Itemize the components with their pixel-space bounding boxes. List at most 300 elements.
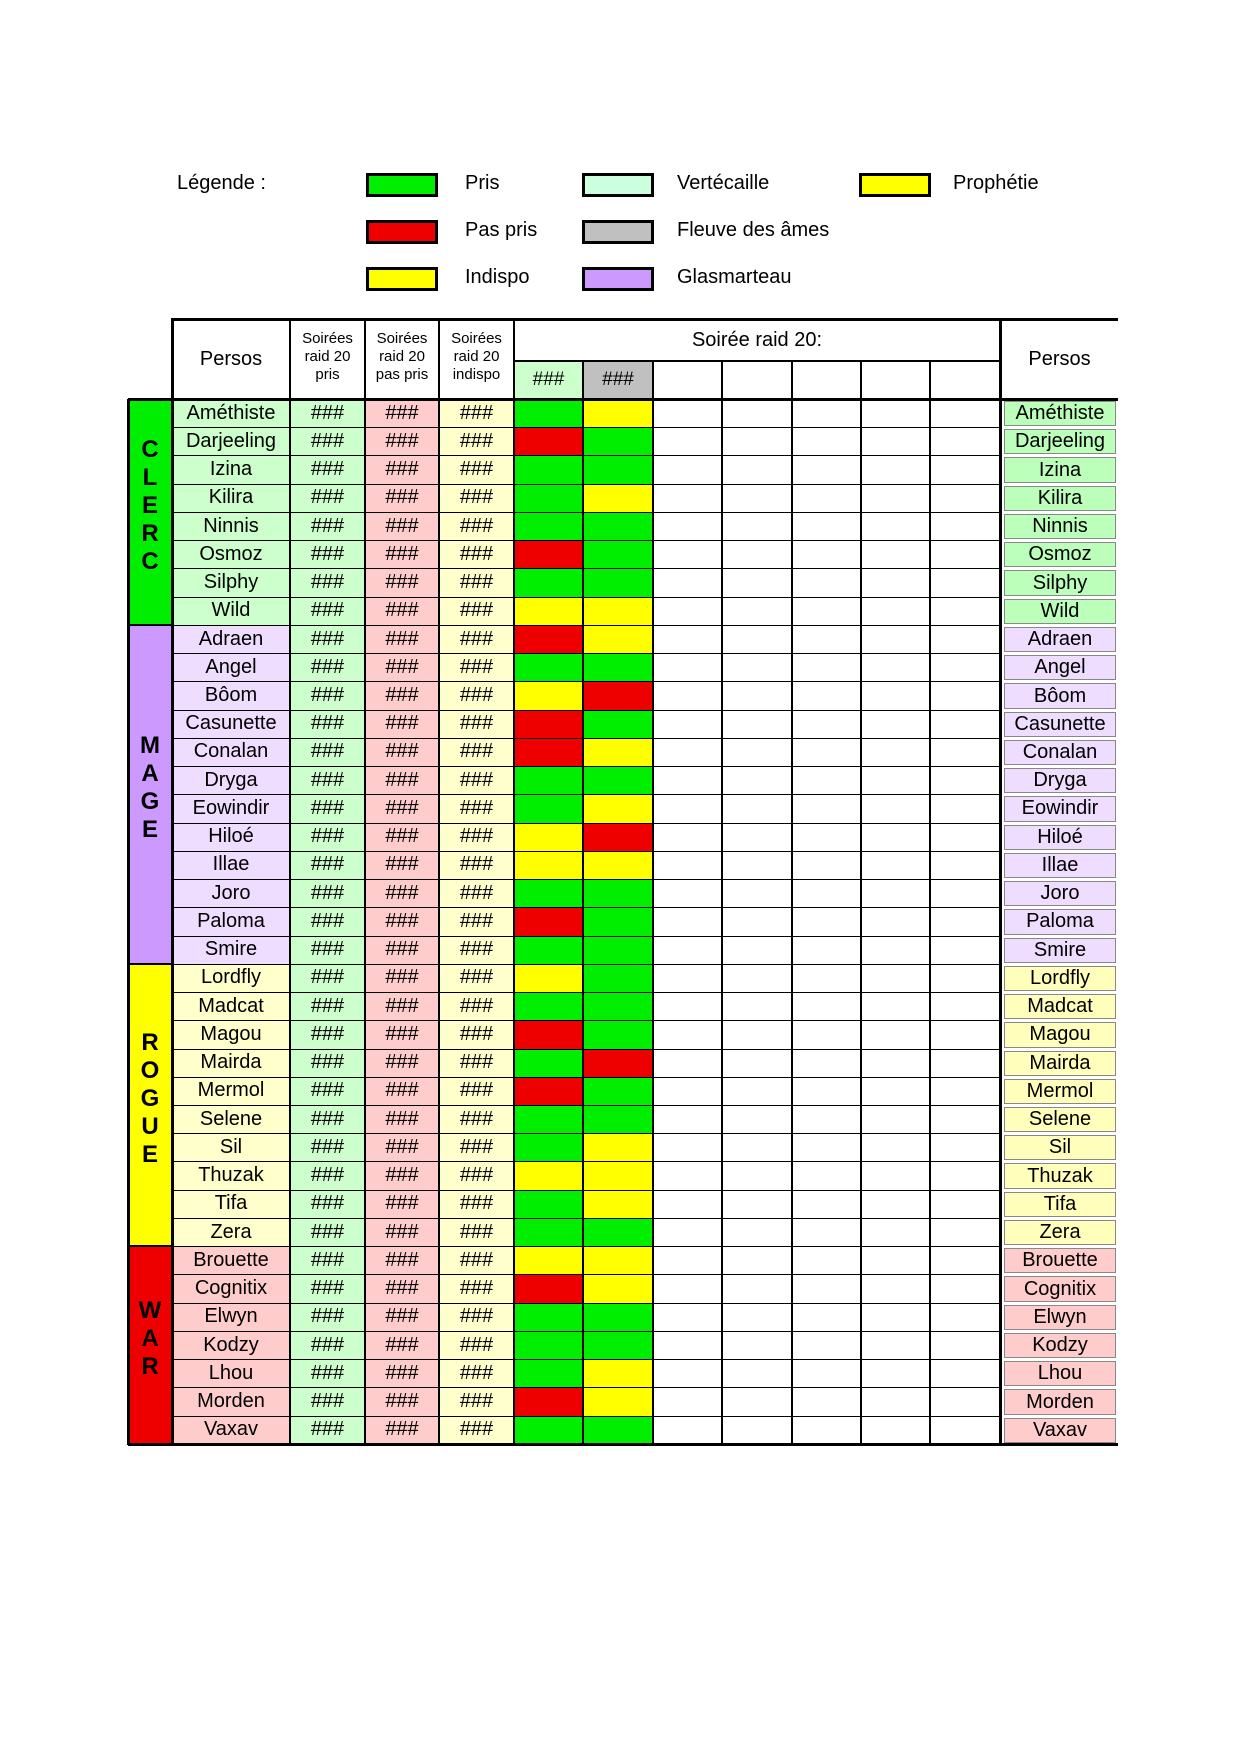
member-name-right: Izina (1004, 457, 1116, 482)
stat-pris: ### (290, 879, 365, 907)
group-letter: R (141, 1029, 159, 1056)
soiree-status-2 (583, 907, 653, 935)
soiree-status-2 (583, 1133, 653, 1161)
row-divider (172, 992, 1000, 993)
soiree-status-1 (514, 766, 583, 794)
legend-swatch-fleuve (582, 220, 654, 244)
soiree-status-2 (583, 794, 653, 822)
header-soiree-col (930, 361, 1000, 399)
legend-label-indispo: Indispo (465, 266, 530, 288)
stat-indispo: ### (439, 1331, 514, 1359)
header-col-pas-pris-line: raid 20 (379, 348, 425, 365)
soiree-status-1 (514, 1161, 583, 1189)
stat-pris: ### (290, 1133, 365, 1161)
stat-pris: ### (290, 597, 365, 625)
legend-title: Légende : (177, 172, 266, 194)
member-name: Illae (172, 851, 290, 879)
soiree-right-border (999, 320, 1002, 1445)
member-name-right: Brouette (1004, 1248, 1116, 1273)
member-name-right: Ninnis (1004, 514, 1116, 539)
row-divider (172, 625, 1000, 626)
row-divider (172, 455, 1000, 456)
member-name: Joro (172, 879, 290, 907)
member-name-right: Adraen (1004, 627, 1116, 652)
soiree-status-1 (514, 455, 583, 483)
stat-indispo: ### (439, 1049, 514, 1077)
legend-swatch-vertecaille (582, 173, 654, 197)
soiree-status-1 (514, 1133, 583, 1161)
soiree-status-1 (514, 1049, 583, 1077)
member-name: Smire (172, 936, 290, 964)
stat-pris: ### (290, 1274, 365, 1302)
member-name-right: Paloma (1004, 909, 1116, 934)
stat-pas-pris: ### (365, 823, 439, 851)
stat-indispo: ### (439, 710, 514, 738)
stat-indispo: ### (439, 766, 514, 794)
stat-pas-pris: ### (365, 851, 439, 879)
stat-indispo: ### (439, 484, 514, 512)
stat-pas-pris: ### (365, 540, 439, 568)
stat-pas-pris: ### (365, 1246, 439, 1274)
stat-pris: ### (290, 512, 365, 540)
stat-indispo: ### (439, 992, 514, 1020)
stat-pas-pris: ### (365, 1416, 439, 1444)
soiree-status-1 (514, 1020, 583, 1048)
header-col-indispo-line: indispo (452, 366, 501, 383)
header-soiree-col: ### (583, 361, 653, 399)
stat-pas-pris: ### (365, 1161, 439, 1189)
group-label-rogue (128, 1029, 172, 1169)
member-name: Hiloé (172, 823, 290, 851)
stat-pas-pris: ### (365, 1190, 439, 1218)
row-divider (172, 597, 1000, 598)
soiree-status-1 (514, 512, 583, 540)
stat-pas-pris: ### (365, 681, 439, 709)
stat-col-border (438, 320, 440, 1444)
member-name: Madcat (172, 992, 290, 1020)
row-divider (172, 823, 1000, 824)
stat-pris: ### (290, 1416, 365, 1444)
row-divider (172, 1190, 1000, 1191)
soiree-status-2 (583, 1020, 653, 1048)
stat-pris: ### (290, 1161, 365, 1189)
soiree-status-2 (583, 710, 653, 738)
member-name-right: Mairda (1004, 1051, 1116, 1076)
member-name: Angel (172, 653, 290, 681)
soiree-status-1 (514, 1274, 583, 1302)
member-name: Vaxav (172, 1416, 290, 1444)
row-divider (172, 427, 1000, 428)
soiree-status-1 (514, 710, 583, 738)
group-label-clerc (128, 436, 172, 576)
group-letter: W (138, 1297, 162, 1325)
row-divider (172, 766, 1000, 767)
member-name-right: Dryga (1004, 768, 1116, 793)
stat-pris: ### (290, 1246, 365, 1274)
stat-indispo: ### (439, 427, 514, 455)
row-divider (172, 936, 1000, 937)
header-bottom-border (128, 398, 1118, 401)
stat-col-border (289, 320, 291, 1444)
stat-pas-pris: ### (365, 1303, 439, 1331)
legend-label-prophetie: Prophétie (953, 172, 1039, 194)
group-letter: A (141, 760, 159, 788)
header-col-pas-pris-line: Soirées (376, 330, 428, 347)
row-divider (172, 1105, 1000, 1106)
row-divider (172, 1077, 1000, 1078)
row-divider (172, 738, 1000, 739)
member-name-right: Casunette (1004, 712, 1116, 737)
group-letter: G (140, 1085, 160, 1112)
soiree-col-border (721, 361, 723, 1444)
group-label-war (128, 1297, 172, 1381)
member-name-right: Madcat (1004, 994, 1116, 1019)
header-col-pris-line: Soirées (302, 330, 353, 347)
stat-pris: ### (290, 540, 365, 568)
stat-pris: ### (290, 823, 365, 851)
soiree-status-2 (583, 1331, 653, 1359)
row-divider (172, 1020, 1000, 1021)
stat-indispo: ### (439, 1161, 514, 1189)
row-divider (172, 794, 1000, 795)
member-name-right: Silphy (1004, 570, 1116, 595)
soiree-status-2 (583, 851, 653, 879)
stat-pris: ### (290, 738, 365, 766)
stat-pas-pris: ### (365, 427, 439, 455)
stat-indispo: ### (439, 794, 514, 822)
member-name: Mermol (172, 1077, 290, 1105)
stat-indispo: ### (439, 653, 514, 681)
soiree-status-2 (583, 1359, 653, 1387)
soiree-status-2 (583, 625, 653, 653)
soiree-status-1 (514, 1359, 583, 1387)
member-name-right: Tifa (1004, 1192, 1116, 1217)
header-col-indispo-line: Soirées (451, 330, 502, 347)
stat-pris: ### (290, 1218, 365, 1246)
legend-label-fleuve: Fleuve des âmes (677, 219, 830, 241)
header-col-pris-line: raid 20 (304, 348, 351, 365)
member-name: Morden (172, 1387, 290, 1415)
stat-indispo: ### (439, 1190, 514, 1218)
member-name: Paloma (172, 907, 290, 935)
header-persos-right: Persos (1028, 348, 1091, 370)
row-divider (172, 879, 1000, 880)
table-top-border (171, 318, 1118, 321)
soiree-status-1 (514, 427, 583, 455)
group-letter: A (141, 1325, 159, 1353)
soiree-status-2 (583, 399, 653, 427)
row-divider (172, 851, 1000, 852)
stat-indispo: ### (439, 1359, 514, 1387)
soiree-status-2 (583, 992, 653, 1020)
soiree-status-1 (514, 484, 583, 512)
member-name: Zera (172, 1218, 290, 1246)
soiree-status-2 (583, 653, 653, 681)
stat-indispo: ### (439, 964, 514, 992)
row-divider (172, 710, 1000, 711)
soiree-status-2 (583, 512, 653, 540)
member-name-right: Selene (1004, 1107, 1116, 1132)
stat-pris: ### (290, 794, 365, 822)
header-soiree-title: Soirée raid 20: (691, 329, 823, 351)
row-divider (172, 1359, 1000, 1360)
row-divider (172, 1218, 1000, 1219)
soiree-status-2 (583, 766, 653, 794)
member-name-right: Vaxav (1004, 1418, 1116, 1443)
legend-label-vertecaille: Vertécaille (677, 172, 770, 194)
stat-pris: ### (290, 1190, 365, 1218)
group-label-mage (128, 732, 172, 844)
group-letter: U (141, 1113, 159, 1140)
stat-pas-pris: ### (365, 653, 439, 681)
soiree-status-2 (583, 568, 653, 596)
header-col-indispo-line: raid 20 (453, 348, 500, 365)
stat-pas-pris: ### (365, 1274, 439, 1302)
stat-pris: ### (290, 427, 365, 455)
member-name-right: Thuzak (1004, 1163, 1116, 1188)
stat-pris: ### (290, 1359, 365, 1387)
header-col-pris (290, 320, 365, 399)
stat-pas-pris: ### (365, 1133, 439, 1161)
legend-swatch-pris (366, 173, 438, 197)
stat-pris: ### (290, 1303, 365, 1331)
soiree-status-1 (514, 992, 583, 1020)
soiree-status-1 (514, 681, 583, 709)
stat-pris: ### (290, 1077, 365, 1105)
soiree-status-1 (514, 540, 583, 568)
soiree-status-1 (514, 568, 583, 596)
stat-pas-pris: ### (365, 964, 439, 992)
table-bottom-border (128, 1443, 1118, 1446)
member-name: Bôom (172, 681, 290, 709)
member-name-right: Mermol (1004, 1079, 1116, 1104)
stat-pas-pris: ### (365, 1218, 439, 1246)
header-soiree-col (792, 361, 861, 399)
legend-label-pas-pris: Pas pris (465, 219, 538, 241)
group-divider (128, 1245, 172, 1247)
stat-indispo: ### (439, 907, 514, 935)
stat-pas-pris: ### (365, 1387, 439, 1415)
member-name-right: Hiloé (1004, 825, 1116, 850)
row-divider (172, 907, 1000, 908)
member-name-right: Zera (1004, 1220, 1116, 1245)
soiree-status-1 (514, 907, 583, 935)
soiree-col-border (929, 361, 931, 1444)
stat-col-border (364, 320, 366, 1444)
member-name: Darjeeling (172, 427, 290, 455)
group-divider (128, 624, 172, 626)
soiree-status-1 (514, 794, 583, 822)
stat-pas-pris: ### (365, 399, 439, 427)
header-soiree-col: ### (514, 361, 583, 399)
stat-pas-pris: ### (365, 794, 439, 822)
member-name: Adraen (172, 625, 290, 653)
soiree-status-1 (514, 964, 583, 992)
member-name: Cognitix (172, 1274, 290, 1302)
legend-swatch-indispo (366, 267, 438, 291)
stat-pas-pris: ### (365, 738, 439, 766)
stat-pas-pris: ### (365, 936, 439, 964)
stat-pas-pris: ### (365, 484, 439, 512)
member-name: Casunette (172, 710, 290, 738)
member-name-right: Joro (1004, 881, 1116, 906)
group-letter: O (140, 1057, 160, 1084)
soiree-status-1 (514, 1246, 583, 1274)
soiree-status-2 (583, 484, 653, 512)
soiree-status-1 (514, 399, 583, 427)
group-letter: E (141, 1141, 158, 1168)
soiree-status-1 (514, 1218, 583, 1246)
member-name-right: Lhou (1004, 1361, 1116, 1386)
member-name: Sil (172, 1133, 290, 1161)
member-name: Ninnis (172, 512, 290, 540)
row-divider (172, 1331, 1000, 1332)
soiree-status-1 (514, 1303, 583, 1331)
soiree-col-border (582, 361, 584, 1444)
group-divider (128, 963, 172, 965)
row-divider (172, 512, 1000, 513)
soiree-status-2 (583, 1387, 653, 1415)
member-name-right: Lordfly (1004, 966, 1116, 991)
row-divider (172, 1387, 1000, 1388)
member-name-right: Elwyn (1004, 1305, 1116, 1330)
stat-pris: ### (290, 936, 365, 964)
stat-pas-pris: ### (365, 879, 439, 907)
member-name-right: Bôom (1004, 683, 1116, 708)
soiree-status-2 (583, 681, 653, 709)
stat-indispo: ### (439, 455, 514, 483)
member-name-right: Smire (1004, 938, 1116, 963)
member-name: Lhou (172, 1359, 290, 1387)
member-name: Izina (172, 455, 290, 483)
member-name-right: Darjeeling (1004, 429, 1116, 454)
stat-pris: ### (290, 766, 365, 794)
stat-indispo: ### (439, 399, 514, 427)
soiree-status-2 (583, 1077, 653, 1105)
member-name: Brouette (172, 1246, 290, 1274)
stat-pris: ### (290, 1387, 365, 1415)
stat-indispo: ### (439, 936, 514, 964)
group-letter: R (141, 1353, 159, 1381)
legend-label-pris: Pris (465, 172, 500, 194)
soiree-status-2 (583, 1190, 653, 1218)
stat-indispo: ### (439, 540, 514, 568)
legend-swatch-prophetie (859, 173, 931, 197)
row-divider (172, 1303, 1000, 1304)
soiree-status-2 (583, 1049, 653, 1077)
soiree-status-2 (583, 1416, 653, 1444)
stat-pas-pris: ### (365, 992, 439, 1020)
legend-swatch-glasmarteau (582, 267, 654, 291)
soiree-col-border (652, 361, 654, 1444)
member-name-right: Wild (1004, 599, 1116, 624)
member-name: Osmoz (172, 540, 290, 568)
row-divider (172, 653, 1000, 654)
soiree-status-1 (514, 597, 583, 625)
stat-indispo: ### (439, 625, 514, 653)
stat-pas-pris: ### (365, 1077, 439, 1105)
soiree-status-1 (514, 625, 583, 653)
soiree-status-2 (583, 1246, 653, 1274)
row-divider (172, 1416, 1000, 1417)
stat-indispo: ### (439, 1077, 514, 1105)
soiree-status-1 (514, 1331, 583, 1359)
stat-pris: ### (290, 484, 365, 512)
header-soiree-col (722, 361, 792, 399)
stat-pas-pris: ### (365, 568, 439, 596)
stat-pris: ### (290, 710, 365, 738)
member-name: Wild (172, 597, 290, 625)
stat-indispo: ### (439, 512, 514, 540)
member-name-right: Conalan (1004, 740, 1116, 765)
soiree-col-border (860, 361, 862, 1444)
stat-indispo: ### (439, 568, 514, 596)
member-name: Kodzy (172, 1331, 290, 1359)
stat-indispo: ### (439, 1218, 514, 1246)
soiree-status-1 (514, 879, 583, 907)
stat-pas-pris: ### (365, 1331, 439, 1359)
stat-pris: ### (290, 851, 365, 879)
soiree-status-1 (514, 851, 583, 879)
member-name-right: Sil (1004, 1135, 1116, 1160)
soiree-col-border (791, 361, 793, 1444)
member-name-right: Magou (1004, 1022, 1116, 1047)
stat-pris: ### (290, 1105, 365, 1133)
stat-pris: ### (290, 568, 365, 596)
soiree-status-2 (583, 540, 653, 568)
soiree-status-2 (583, 879, 653, 907)
row-divider (172, 681, 1000, 682)
soiree-left-border (513, 320, 515, 1444)
member-name: Eowindir (172, 794, 290, 822)
group-letter: E (141, 816, 158, 844)
group-letter: C (141, 435, 159, 463)
row-divider (172, 1274, 1000, 1275)
member-name: Dryga (172, 766, 290, 794)
stat-pris: ### (290, 1020, 365, 1048)
soiree-status-1 (514, 1105, 583, 1133)
member-name: Améthiste (172, 399, 290, 427)
soiree-status-2 (583, 1274, 653, 1302)
stat-pris: ### (290, 455, 365, 483)
soiree-status-2 (583, 1218, 653, 1246)
row-divider (172, 540, 1000, 541)
soiree-status-2 (583, 964, 653, 992)
stat-pas-pris: ### (365, 1020, 439, 1048)
stat-indispo: ### (439, 1105, 514, 1133)
soiree-header-divider (514, 360, 1000, 362)
stat-pas-pris: ### (365, 625, 439, 653)
group-letter: G (140, 788, 160, 816)
member-name-right: Osmoz (1004, 542, 1116, 567)
stat-pris: ### (290, 1331, 365, 1359)
stat-pris: ### (290, 907, 365, 935)
stat-indispo: ### (439, 823, 514, 851)
member-name-right: Illae (1004, 853, 1116, 878)
left-border (127, 399, 130, 1445)
stat-pas-pris: ### (365, 512, 439, 540)
row-divider (172, 1133, 1000, 1134)
row-divider (172, 484, 1000, 485)
member-name: Thuzak (172, 1161, 290, 1189)
stat-pas-pris: ### (365, 1049, 439, 1077)
stat-pris: ### (290, 653, 365, 681)
header-soiree-col (861, 361, 930, 399)
group-letter: L (142, 463, 158, 491)
group-letter: M (140, 732, 160, 760)
row-divider (172, 964, 1000, 965)
stat-indispo: ### (439, 1416, 514, 1444)
